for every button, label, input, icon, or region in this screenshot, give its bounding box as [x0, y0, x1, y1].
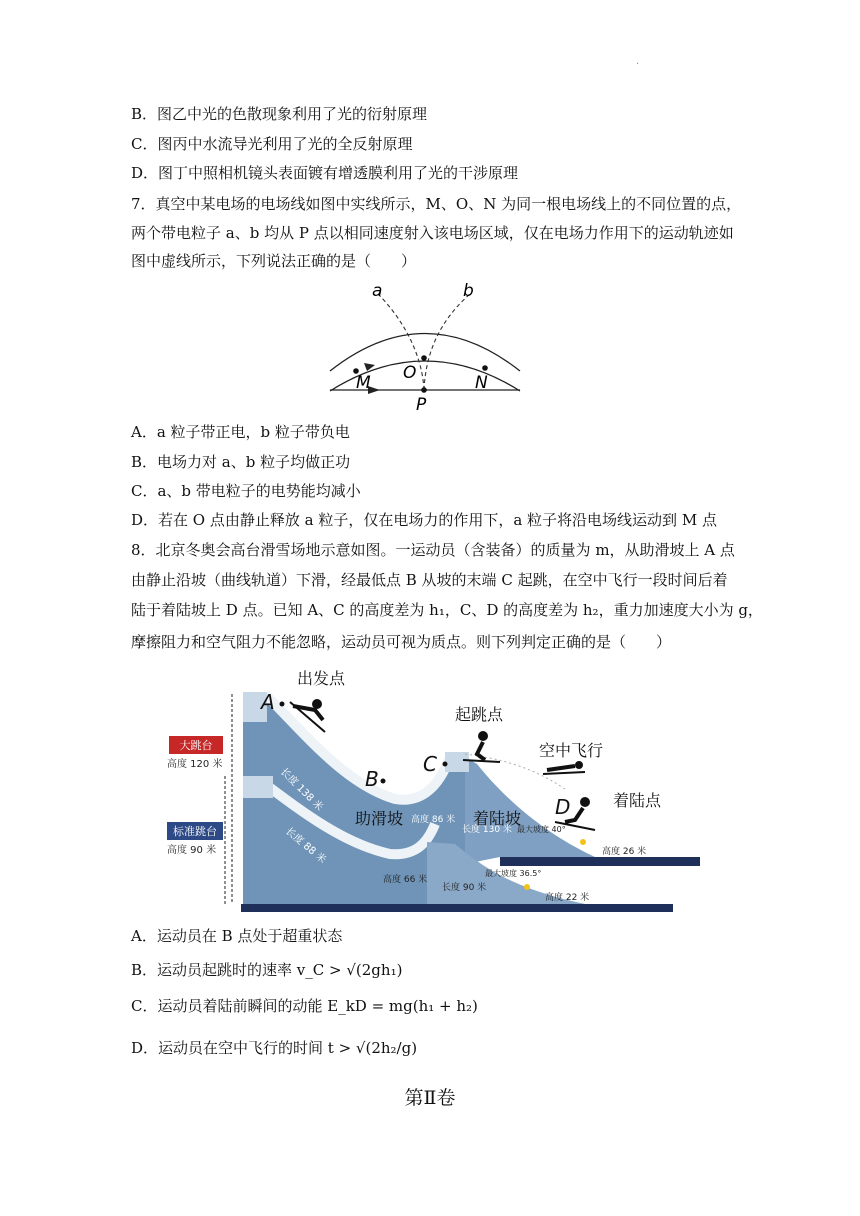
- std-platform-tag: 标准跳台: [173, 825, 217, 838]
- skier-icon: [543, 761, 585, 774]
- point-p: [421, 387, 427, 393]
- label-landing-slope: 着陆坡: [473, 809, 522, 828]
- q7-option-c: C．a、b 带电粒子的电势能均减小: [131, 482, 361, 500]
- height-26: 高度 26 米: [602, 847, 647, 857]
- length-88: 长度 88 米: [283, 825, 328, 866]
- length-90: 长度 90 米: [442, 883, 487, 893]
- q6-option-c: C．图丙中水流导光利用了光的全反射原理: [131, 135, 413, 153]
- label-c: C: [423, 752, 437, 776]
- q7-option-a: A．a 粒子带正电，b 粒子带负电: [131, 423, 350, 441]
- label-b: b: [463, 281, 474, 301]
- point-c: [443, 762, 448, 767]
- big-platform-tag: 大跳台: [179, 739, 213, 752]
- q7-electric-field-figure: [320, 276, 530, 416]
- q8-option-c: C．运动员着陆前瞬间的动能 E_kD = mg(h₁ + h₂): [131, 997, 478, 1015]
- q8-stem-line1: 8．北京冬奥会高台滑雪场地示意如图。一运动员（含装备）的质量为 m，从助滑坡上 A 点: [131, 541, 735, 559]
- q8-option-b: B．运动员起跳时的速率 v_C > √(2gh₁): [131, 961, 403, 979]
- label-a: a: [372, 281, 383, 301]
- height-86: 高度 86 米: [411, 815, 456, 825]
- label-start: 出发点: [297, 669, 346, 688]
- q7-option-d: D．若在 O 点由静止释放 a 粒子，仅在电场力的作用下，a 粒子将沿电场线运动到 M 点: [131, 511, 717, 529]
- marker-dot: [580, 839, 586, 845]
- q7-option-b: B．电场力对 a、b 粒子均做正功: [131, 453, 351, 471]
- label-n: N: [475, 373, 488, 393]
- point-a: [280, 702, 285, 707]
- slope-36-5: 最大坡度 36.5°: [485, 869, 542, 878]
- q8-option-a: A．运动员在 B 点处于超重状态: [131, 927, 343, 945]
- label-o: O: [403, 363, 417, 383]
- q8-stem-line2: 由静止沿坡（曲线轨道）下滑，经最低点 B 从坡的末端 C 起跳，在空中飞行一段时间后着: [131, 571, 728, 589]
- point-n: [482, 365, 488, 371]
- point-o: [421, 355, 427, 361]
- label-takeoff: 起跳点: [455, 705, 504, 724]
- q7-stem-line1: 7．真空中某电场的电场线如图中实线所示，M、O、N 为同一根电场线上的不同位置的点，: [131, 195, 742, 213]
- q8-stem-line3: 陆于着陆坡上 D 点。已知 A、C 的高度差为 h₁，C、D 的高度差为 h₂，重力加速度大小为 g，: [131, 601, 763, 619]
- label-inrun: 助滑坡: [355, 809, 404, 828]
- big-platform-height: 高度 120 米: [167, 759, 223, 770]
- q6-option-d: D．图丁中照相机镜头表面镀有增透膜利用了光的干涉原理: [131, 164, 519, 182]
- label-d: D: [555, 795, 571, 819]
- label-m: M: [356, 373, 371, 393]
- std-platform-height: 高度 90 米: [167, 845, 217, 856]
- q8-stem-line4: 摩擦阻力和空气阻力不能忽略，运动员可视为质点。则下列判定正确的是（ ）: [131, 633, 672, 651]
- length-138: 长度 138 米: [277, 766, 325, 814]
- label-flight: 空中飞行: [539, 741, 604, 760]
- label-a: A: [261, 690, 275, 714]
- header-mark: .: [636, 56, 640, 67]
- point-b: [381, 779, 386, 784]
- label-p: P: [416, 395, 427, 415]
- height-22: 高度 22 米: [545, 893, 590, 903]
- q7-stem-line2: 两个带电粒子 a、b 均从 P 点以相同速度射入该电场区域，仅在电场力作用下的运动轨迹如: [131, 224, 734, 242]
- slope-40: 最大坡度 40°: [517, 825, 566, 834]
- q7-stem-line3: 图中虚线所示，下列说法正确的是（ ）: [131, 252, 417, 270]
- length-130: 长度 130 米: [462, 825, 512, 835]
- section-title: 第Ⅱ卷: [404, 1087, 456, 1109]
- height-66: 高度 66 米: [383, 875, 428, 885]
- marker-dot: [524, 884, 530, 890]
- q6-option-b: B．图乙中光的色散现象利用了光的衍射原理: [131, 105, 428, 123]
- q8-option-d: D．运动员在空中飞行的时间 t > √(2h₂/g): [131, 1039, 418, 1057]
- q8-ski-jump-figure: [165, 664, 705, 916]
- label-b: B: [365, 767, 379, 791]
- label-landing: 着陆点: [613, 791, 662, 810]
